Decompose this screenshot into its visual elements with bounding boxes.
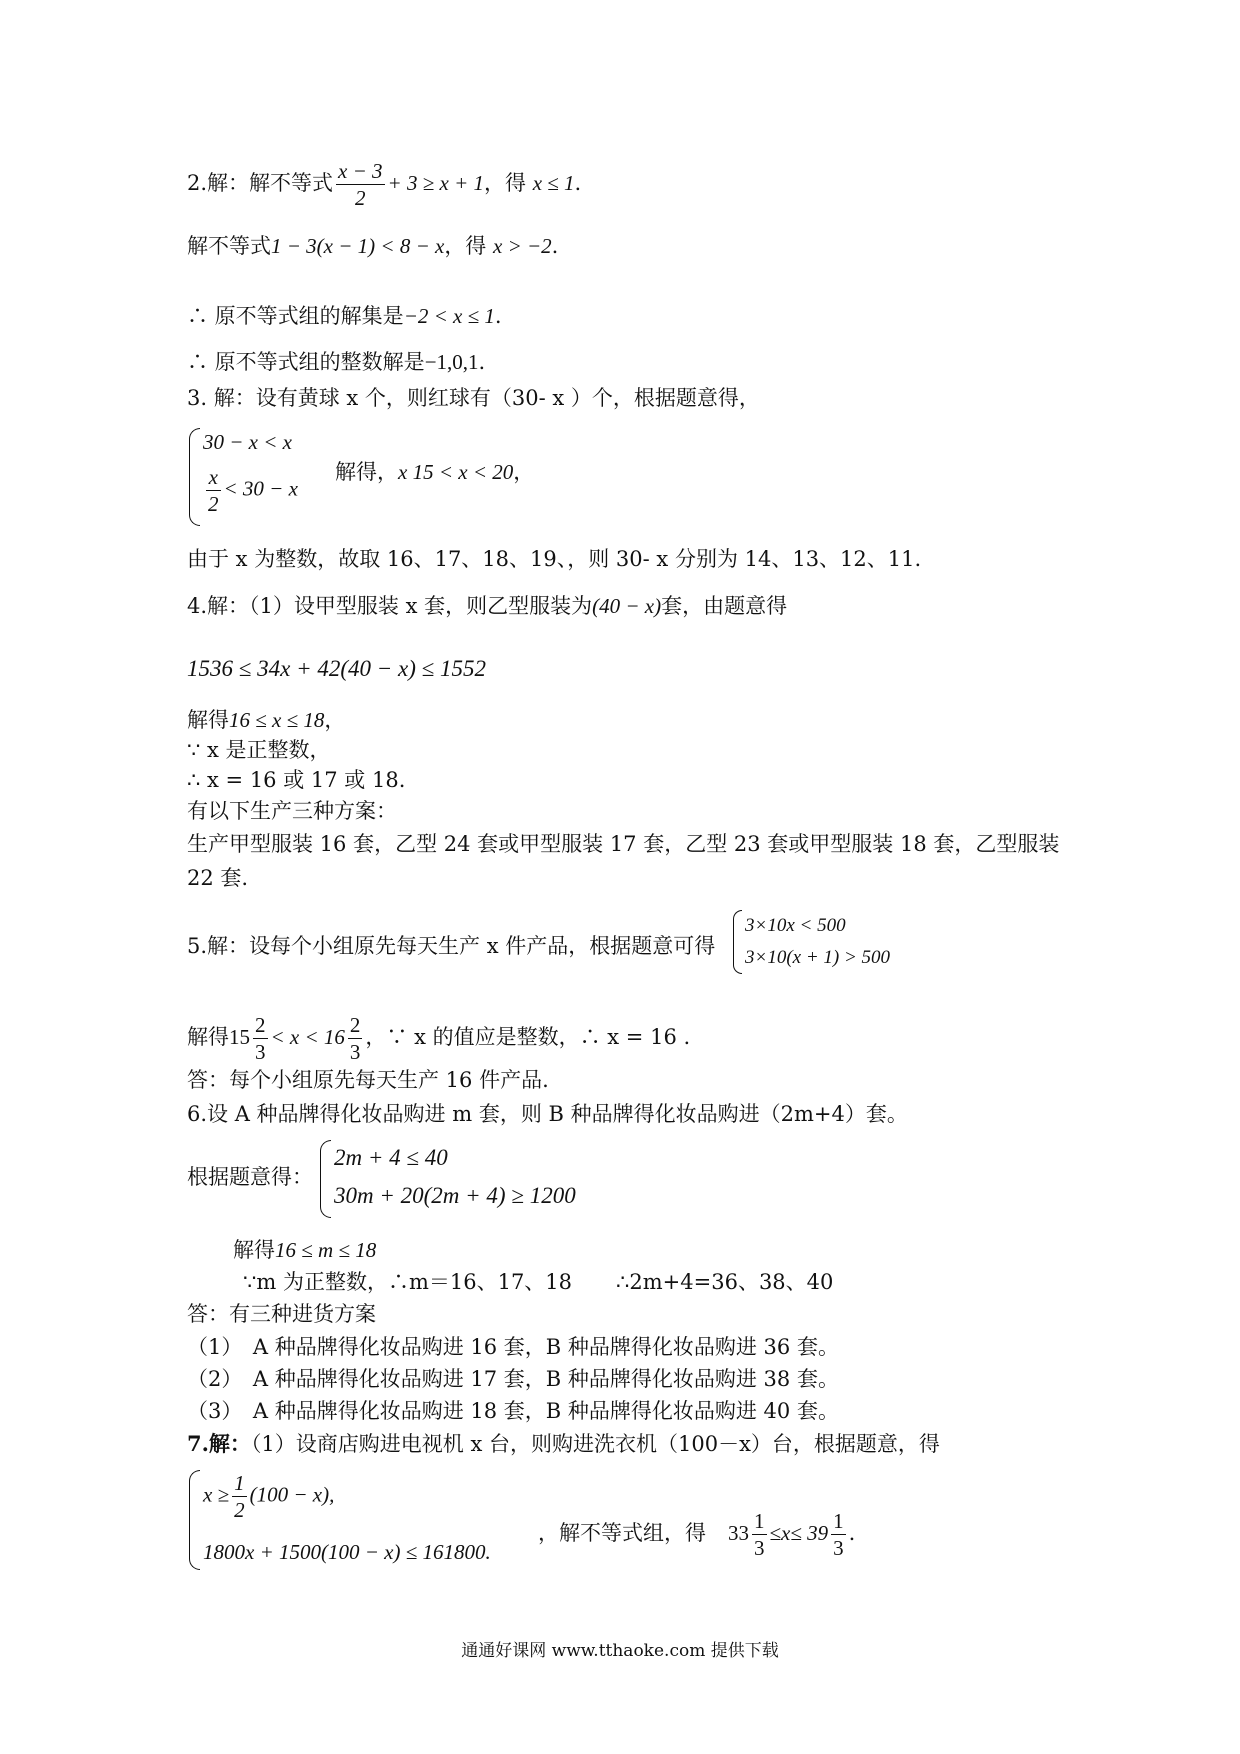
p2-line1: 2.解：解不等式 $\frac{x - 3}{2}$ + 3 ≥ x + 1，得 x ≤ 1. [187,159,582,210]
p4-values: ∴ x = 16 或 17 或 18. [187,768,406,792]
p4-line1: 4.解：（1）设甲型服装 x 套，则乙型服装为(40 − x)套，由题意得 [187,594,788,618]
brace-icon [320,1140,331,1218]
p7-line1: 7.解：（1）设商店购进电视机 x 台，则购进洗衣机（100－x）台，根据题意，得 [187,1431,940,1456]
brace-icon [189,428,200,526]
page-footer: 通通好课网 www.tthaoke.com 提供下载 [461,1641,779,1661]
brace-icon [189,1470,200,1570]
p4-integer: ∵ x 是正整数， [187,738,331,762]
p6-option-3: （3） A 种品牌得化妆品购进 18 套，B 种品牌得化妆品购进 40 套。 [187,1399,839,1423]
p5-answer: 答：每个小组原先每天生产 16 件产品. [187,1068,549,1092]
p2-text: 2.解：解不等式 [187,171,334,195]
p2-line2: 解不等式1 − 3(x − 1) < 8 − x，得 x > −2. [187,234,559,258]
p3-conclusion: 由于 x 为整数，故取 16、17、18、19、，则 30- x 分别为 14、13、12、11. [187,547,922,571]
p6-system: 2m + 4 ≤ 40 30m + 20(2m + 4) ≥ 1200 [320,1140,600,1218]
p6-setup: 根据题意得： [187,1165,313,1189]
p7-solve: ，解不等式组，得 33 $\frac{1}{3}$ ≤x≤ 39 $\frac{1}{3}$ . [538,1509,856,1560]
p4-plans-cont: 22 套. [187,866,249,890]
p2-fraction: $\frac{x - 3}{2}$ [338,159,383,210]
p2-line3: ∴ 原不等式组的解集是−2 < x ≤ 1. [187,304,502,328]
p5-line1: 5.解：设每个小组原先每天生产 x 件产品，根据题意可得 [187,934,716,958]
p4-plans: 生产甲型服装 16 套，乙型 24 套或甲型服装 17 套，乙型 23 套或甲型服装 18 套，乙型服装 [187,832,1060,856]
p3-line1: 3. 解：设有黄球 x 个，则红球有（30- x ）个，根据题意得， [187,386,760,410]
p6-option-1: （1） A 种品牌得化妆品购进 16 套，B 种品牌得化妆品购进 36 套。 [187,1335,839,1359]
p5-solve: 解得15 $\frac{2}{3}$ < x < 16 $\frac{2}{3}$ ，∵ x 的值应是整数，∴ x = 16 . [187,1013,691,1064]
p4-inequality: 1536 ≤ 34x + 42(40 − x) ≤ 1552 [187,656,487,681]
p5-system: 3×10x < 500 3×10(x + 1) > 500 [733,910,913,974]
p6-answer: 答：有三种进货方案 [187,1302,376,1326]
p4-plans-intro: 有以下生产三种方案： [187,799,397,823]
p6-option-2: （2） A 种品牌得化妆品购进 17 套，B 种品牌得化妆品购进 38 套。 [187,1367,839,1391]
p3-solve: 解得，x 15 < x < 20， [335,460,535,484]
p2-line4: ∴ 原不等式组的整数解是−1,0,1. [187,350,486,374]
p6-solve: 解得16 ≤ m ≤ 18 [233,1238,377,1262]
p6-values: ∵m 为正整数，∴m＝16、17、18 ∴2m+4=36、38、40 [243,1270,834,1294]
p6-line1: 6.设 A 种品牌得化妆品购进 m 套，则 B 种品牌得化妆品购进（2m+4）套。 [187,1102,908,1126]
p3-system: 30 − x < x $\frac{x}{2}$ < 30 − x [189,428,319,526]
p4-solve: 解得16 ≤ x ≤ 18， [187,708,346,732]
p7-system: x ≥ $\frac{1}{2}$ (100 − x), 1800x + 1500(100 − x) ≤ 161800. [189,1470,549,1570]
brace-icon [733,910,742,974]
